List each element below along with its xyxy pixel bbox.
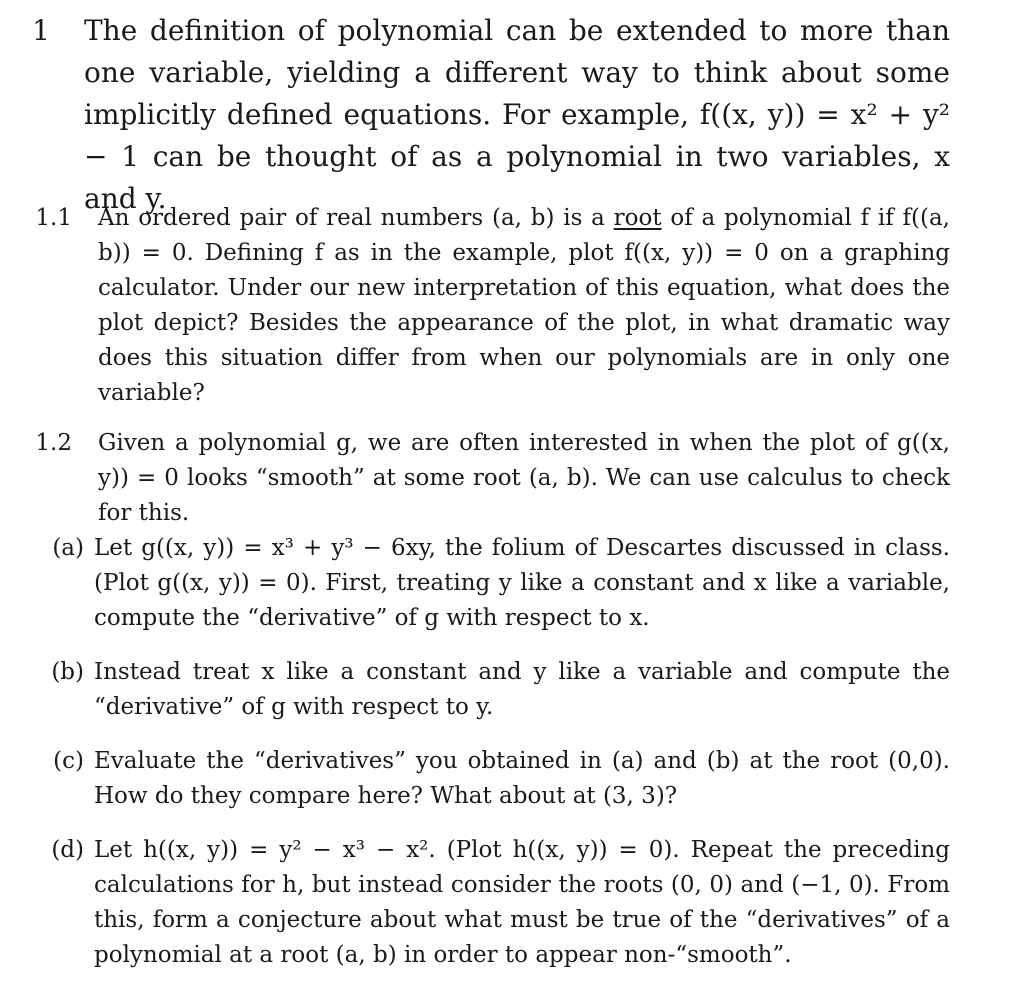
- subsection-number: 1.2: [35, 430, 72, 456]
- item-text: Evaluate the “derivatives” you obtained in (a) and (b) at the root (0,0). How do they compare here? What about at (3, 3)?: [94, 748, 950, 809]
- section-text: The definition of polynomial can be extended to more than one variable, yielding a different way to think about some implicitly defined equations. For example, f((x, y)) = x² + y² − 1 can be thought of as a polynomial in two variables, x and y.: [84, 14, 950, 215]
- item-label: (b): [51, 659, 84, 685]
- subsection-text-part: An ordered pair of real numbers (a, b) is a: [98, 205, 614, 231]
- item-label: (d): [51, 837, 84, 863]
- item-text: Instead treat x like a constant and y like a variable and compute the “derivative” of g with respect to y.: [94, 659, 950, 720]
- item-label: (a): [52, 535, 84, 561]
- item-text: Let h((x, y)) = y² − x³ − x². (Plot h((x, y)) = 0). Repeat the preceding calculations for h, but instead consider the roots (0, 0) and (−1, 0). From this, form a conjecture about what must be true of the “derivatives” of a polynomial at a root (a, b) in order to appear non-“smooth”.: [94, 837, 950, 968]
- subsection-text: [98, 201, 950, 411]
- section-number: 1: [32, 14, 50, 47]
- item-label: (c): [53, 748, 84, 774]
- item-text: Let g((x, y)) = x³ + y³ − 6xy, the folium of Descartes discussed in class. (Plot g((x, y)) = 0). First, treating y like a constant and x like a variable, compute the “derivative” of g with respect to x.: [94, 535, 950, 631]
- subsection-text-part: of a polynomial f if f((a, b)) = 0. Defining f as in the example, plot f((x, y)) = 0 on a graphing calculator. Under our new interpretation of this equation, what does the plot depict? Besides the appearance of the plot, in what dramatic way does this situation differ from when our polynomials are in only one variable?: [98, 205, 950, 406]
- subsection-number: 1.1: [35, 205, 72, 231]
- subsection-text: Given a polynomial g, we are often interested in when the plot of g((x, y)) = 0 looks “smooth” at some root (a, b). We can use calculus to check for this.: [98, 430, 950, 526]
- root-term: root: [613, 205, 662, 231]
